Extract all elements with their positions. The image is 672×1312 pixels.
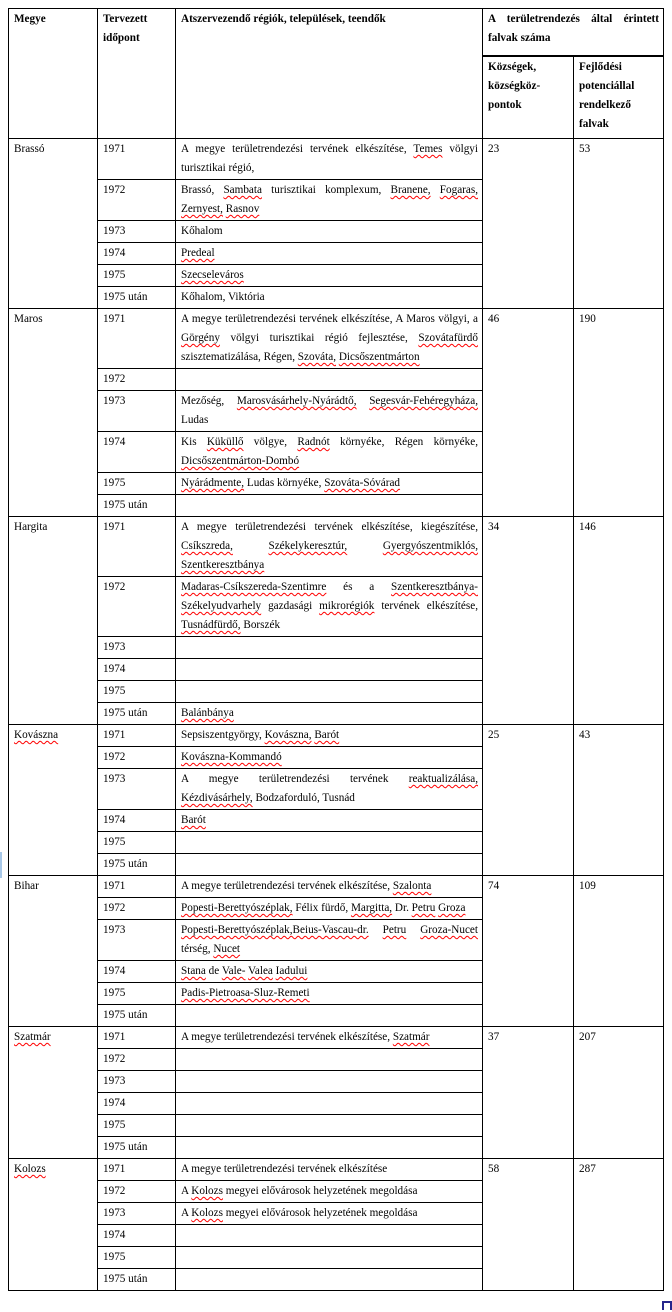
spellcheck-word: Csíkszreda,	[181, 540, 233, 552]
regions-description-cell	[176, 243, 483, 265]
year-cell: 1975	[98, 1115, 176, 1137]
spellcheck-word: Branene,	[390, 184, 431, 196]
spellcheck-word: Sambata	[223, 184, 262, 196]
spellcheck-word: Petru	[382, 924, 407, 936]
header-falvak-szama: A területrendezés által érintett falvak száma	[483, 9, 664, 57]
regions-description-cell	[176, 1137, 483, 1159]
year-cell: 1974	[98, 961, 176, 983]
spellcheck-word: Szentkeresztbánya-Székelyudvarhely	[181, 581, 478, 612]
regions-description-cell: Popesti-Berettyószéplak,Beius-Vascau-dr. Petru Groza-Nucet térség, Nucet	[176, 920, 483, 961]
year-cell: 1975	[98, 265, 176, 287]
spellcheck-word: reaktualizálása,	[408, 773, 478, 785]
year-cell: 1971	[98, 876, 176, 898]
year-cell: 1975 után	[98, 495, 176, 517]
regions-description-cell: A Kolozs megyei elővárosok helyzetének megoldása	[176, 1203, 483, 1225]
spellcheck-word: Szentkeresztbánya	[181, 559, 265, 571]
kozsegek-count-cell: 37	[483, 1027, 574, 1159]
spellcheck-word: Valea	[248, 965, 273, 977]
spellcheck-word: Temes	[413, 143, 443, 155]
regions-description-cell	[176, 265, 483, 287]
year-cell: 1973	[98, 920, 176, 961]
spellcheck-word: Szatmár	[392, 1031, 430, 1043]
year-cell: 1974	[98, 1093, 176, 1115]
regions-description-cell	[176, 1269, 483, 1291]
spellcheck-word: Szovátafürdő	[418, 332, 478, 344]
spellcheck-word: Balánbánya	[181, 707, 234, 719]
table-row	[9, 1159, 664, 1181]
year-cell: 1972	[98, 180, 176, 221]
regions-description-cell: Mezőség, Marosvásárhely-Nyárádtő, Segesvár-Fehéregyháza, Ludas	[176, 391, 483, 432]
county-name-cell: Bihar	[9, 876, 98, 1027]
regions-description-cell	[176, 369, 483, 391]
table-row	[9, 725, 664, 747]
spellcheck-word: Radnót	[297, 436, 330, 448]
spellcheck-word: Kolozs	[191, 1207, 223, 1219]
kozsegek-count-cell: 25	[483, 725, 574, 876]
table-body	[9, 139, 664, 1291]
county-name-cell	[9, 1027, 98, 1159]
year-cell: 1975 után	[98, 1005, 176, 1027]
year-cell: 1971	[98, 1027, 176, 1049]
spellcheck-word: Szalonta	[392, 880, 432, 892]
spellcheck-word: Görgény	[181, 332, 220, 344]
year-cell: 1974	[98, 810, 176, 832]
year-cell: 1975 után	[98, 1269, 176, 1291]
regions-description-cell: Brassó, Sambata turisztikai komplexum, Branene, Fogaras, Zernyest, Rasnov	[176, 180, 483, 221]
spellcheck-word: Popesti-Berettyószéplak,	[181, 902, 293, 914]
regions-description-cell	[176, 637, 483, 659]
year-cell: 1975	[98, 681, 176, 703]
spellcheck-word: Kolozs	[191, 1185, 223, 1197]
territorial-planning-table	[8, 8, 664, 1291]
kozsegek-count-cell: 58	[483, 1159, 574, 1291]
regions-description-cell	[176, 1093, 483, 1115]
year-cell: 1972	[98, 1049, 176, 1071]
fejlodesi-count-cell: 190	[574, 309, 664, 517]
county-name-cell	[9, 1159, 98, 1291]
header-fejlodesi: Fejlődési potenciállal rendelkező falvak	[574, 56, 664, 139]
header-regiok: Atszervezendő régiók, települések, teendők	[176, 9, 483, 139]
spellcheck-word: Stana	[181, 965, 206, 977]
regions-description-cell: A megye területrendezési tervének reaktualizálása, Kézdivásárhely, Bodzaforduló, Tusnád	[176, 769, 483, 810]
year-cell: 1971	[98, 309, 176, 369]
spellcheck-word: Kovászna-Kommandó	[181, 751, 282, 763]
spellcheck-word: Barót	[181, 814, 206, 826]
spellcheck-word: Padis-Pietroasa-Sluz-Remeti	[181, 987, 310, 999]
spellcheck-word: Predeal	[181, 247, 215, 259]
year-cell: 1974	[98, 243, 176, 265]
year-cell: 1974	[98, 1225, 176, 1247]
spellcheck-word: Groza-Nucet	[420, 924, 478, 936]
regions-description-cell: Madaras-Csíkszereda-Szentimre és a Szentkeresztbánya-Székelyudvarhely gazdasági mikrorégiók tervének elkészítése, Tusnádfürdő, Borszék	[176, 577, 483, 637]
regions-description-cell: A Kolozs megyei elővárosok helyzetének megoldása	[176, 1181, 483, 1203]
spellcheck-word: Kézdivásárhely,	[181, 792, 253, 804]
table-row	[9, 517, 664, 577]
spellcheck-word: Kovászna,	[264, 729, 312, 741]
year-cell: 1974	[98, 432, 176, 473]
regions-description-cell	[176, 1115, 483, 1137]
spellcheck-word: Marosvásárhely-Nyárádtő,	[236, 395, 357, 407]
regions-description-cell: Popesti-Berettyószéplak, Félix fürdő, Margitta, Dr. Petru Groza	[176, 898, 483, 920]
regions-description-cell: Kőhalom	[176, 221, 483, 243]
year-cell: 1974	[98, 659, 176, 681]
spellcheck-word: Szováta-Sóvárad	[324, 477, 401, 489]
county-name-cell: Brassó	[9, 139, 98, 309]
anchor-mark-icon	[662, 1301, 672, 1310]
county-name-cell: Maros	[9, 309, 98, 517]
regions-description-cell	[176, 747, 483, 769]
regions-description-cell: A megye területrendezési tervének elkészítése, Szatmár	[176, 1027, 483, 1049]
year-cell: 1973	[98, 391, 176, 432]
spellcheck-word: Szecseleváros	[181, 269, 244, 281]
spellcheck-word: Groza	[438, 902, 466, 914]
regions-description-cell	[176, 1225, 483, 1247]
spellcheck-word: Vale-	[221, 965, 246, 977]
spellcheck-word: Petru	[411, 902, 436, 914]
year-cell: 1975 után	[98, 854, 176, 876]
table-row	[9, 309, 664, 369]
regions-description-cell	[176, 832, 483, 854]
fejlodesi-count-cell: 43	[574, 725, 664, 876]
left-edge-artifact	[0, 852, 2, 878]
spellcheck-word: Rasnov	[225, 203, 260, 215]
year-cell: 1973	[98, 637, 176, 659]
regions-description-cell: A megye területrendezési tervének elkészítése, Temes völgyi turisztikai régió,	[176, 139, 483, 180]
regions-description-cell: Nyárádmente, Ludas környéke, Szováta-Sóvárad	[176, 473, 483, 495]
year-cell: 1975 után	[98, 1137, 176, 1159]
regions-description-cell: Kis Küküllő völgye, Radnót környéke, Régen környéke, Dicsőszentmárton-Dombó	[176, 432, 483, 473]
spellcheck-word: Dicsőszentmárton	[338, 351, 420, 363]
year-cell: 1971	[98, 1159, 176, 1181]
spellcheck-word: Gyergyószentmiklós,	[382, 540, 478, 552]
regions-description-cell: Stana de Vale- Valea Iadului	[176, 961, 483, 983]
spellcheck-word: mikrorégiók	[319, 600, 375, 612]
regions-description-cell: A megye területrendezési tervének elkészítése, A Maros völgyi, a Görgény völgyi turisztikai régió fejlesztése, Szovátafürdő szisztematizálása, Régen, Szováta, Dicsőszentmárton	[176, 309, 483, 369]
regions-description-cell	[176, 681, 483, 703]
year-cell: 1971	[98, 139, 176, 180]
regions-description-cell: Kőhalom, Viktória	[176, 287, 483, 309]
year-cell: 1972	[98, 898, 176, 920]
year-cell: 1972	[98, 577, 176, 637]
kozsegek-count-cell: 74	[483, 876, 574, 1027]
spellcheck-word: Margitta,	[350, 902, 393, 914]
regions-description-cell	[176, 854, 483, 876]
year-cell: 1975	[98, 1247, 176, 1269]
regions-description-cell: A megye területrendezési tervének elkészítése	[176, 1159, 483, 1181]
spellcheck-word: Tusnádfürdő,	[181, 619, 241, 631]
table-row	[9, 876, 664, 898]
year-cell: 1973	[98, 1203, 176, 1225]
year-cell: 1972	[98, 1181, 176, 1203]
kozsegek-count-cell: 34	[483, 517, 574, 725]
header-row-1	[9, 9, 664, 57]
regions-description-cell	[176, 495, 483, 517]
fejlodesi-count-cell: 53	[574, 139, 664, 309]
spellcheck-word: Nyárádmente,	[181, 477, 245, 489]
year-cell: 1975	[98, 983, 176, 1005]
regions-description-cell	[176, 659, 483, 681]
year-cell: 1973	[98, 769, 176, 810]
year-cell: 1972	[98, 747, 176, 769]
spellcheck-word: Nucet	[213, 943, 241, 955]
spellcheck-word: Kovászna	[14, 729, 59, 741]
year-cell: 1975 után	[98, 287, 176, 309]
regions-description-cell	[176, 1005, 483, 1027]
spellcheck-word: Madaras-Csíkszereda-Szentimre	[181, 581, 327, 593]
regions-description-cell	[176, 703, 483, 725]
year-cell: 1975	[98, 473, 176, 495]
year-cell: 1975 után	[98, 703, 176, 725]
header-tervezett-idopont: Tervezett időpont	[98, 9, 176, 139]
spellcheck-word: Segesvár-Fehéregyháza,	[369, 395, 479, 407]
year-cell: 1972	[98, 369, 176, 391]
fejlodesi-count-cell: 109	[574, 876, 664, 1027]
regions-description-cell	[176, 810, 483, 832]
spellcheck-word: Székelykeresztúr,	[268, 540, 348, 552]
fejlodesi-count-cell: 287	[574, 1159, 664, 1291]
regions-description-cell: A megye területrendezési tervének elkészítése, Szalonta	[176, 876, 483, 898]
table-row	[9, 139, 664, 180]
year-cell: 1973	[98, 1071, 176, 1093]
regions-description-cell	[176, 1049, 483, 1071]
table-row	[9, 1027, 664, 1049]
county-name-cell: Hargita	[9, 517, 98, 725]
regions-description-cell	[176, 1247, 483, 1269]
fejlodesi-count-cell: 207	[574, 1027, 664, 1159]
regions-description-cell	[176, 983, 483, 1005]
regions-description-cell	[176, 1071, 483, 1093]
spellcheck-word: Küküllő	[206, 436, 244, 448]
year-cell: 1975	[98, 832, 176, 854]
spellcheck-word: Szováta,	[297, 351, 337, 363]
regions-description-cell: Sepsiszentgyörgy, Kovászna, Barót	[176, 725, 483, 747]
spellcheck-word: Iadului	[275, 965, 308, 977]
header-megye: Megye	[9, 9, 98, 139]
spellcheck-word: Kolozs	[14, 1163, 46, 1175]
year-cell: 1973	[98, 221, 176, 243]
county-name-cell	[9, 725, 98, 876]
kozsegek-count-cell: 46	[483, 309, 574, 517]
spellcheck-word: Popesti-Berettyószéplak,Beius-Vascau-dr.	[181, 924, 369, 936]
year-cell: 1971	[98, 517, 176, 577]
header-kozsegek: Községek, községköz-pontok	[483, 56, 574, 139]
spellcheck-word: Dicsőszentmárton-Dombó	[181, 455, 300, 467]
kozsegek-count-cell: 23	[483, 139, 574, 309]
year-cell: 1971	[98, 725, 176, 747]
spellcheck-word: Barót	[314, 729, 340, 741]
regions-description-cell: A megye területrendezési tervének elkészítése, kiegészítése, Csíkszreda, Székelykeresztúr, Gyergyószentmiklós, Szentkeresztbánya	[176, 517, 483, 577]
spellcheck-word: Zernyest,	[181, 203, 223, 215]
fejlodesi-count-cell: 146	[574, 517, 664, 725]
spellcheck-word: Szatmár	[14, 1031, 51, 1043]
spellcheck-word: Fogaras,	[439, 184, 478, 196]
